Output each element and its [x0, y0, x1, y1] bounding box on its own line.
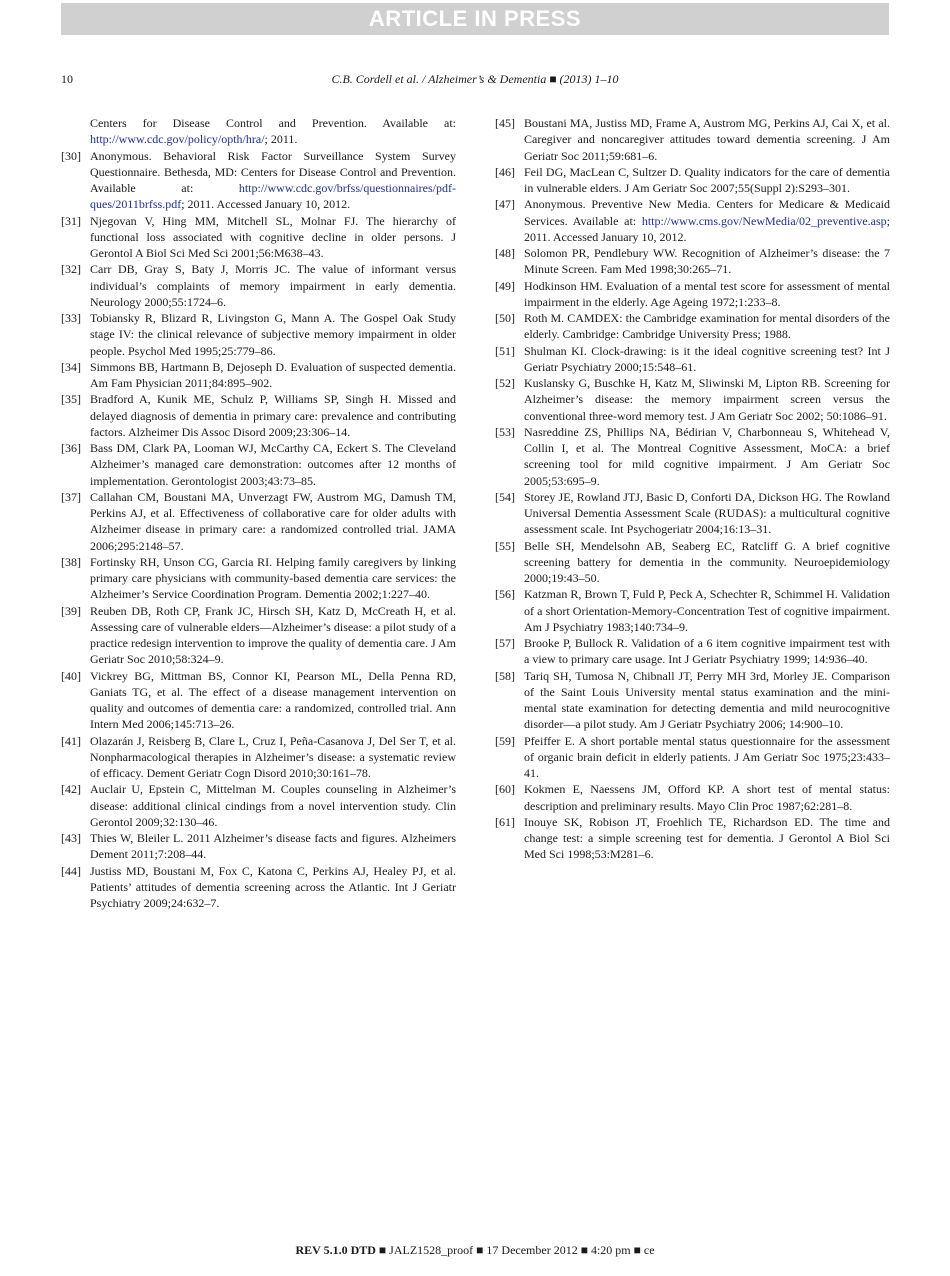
reference-item	[495, 375, 890, 424]
reference-link[interactable]: http://www.cdc.gov/policy/opth/hra/	[90, 132, 265, 147]
reference-item	[495, 668, 890, 733]
reference-text: Kuslansky G, Buschke H, Katz M, Sliwinski M, Lipton RB. Screening for Alzheimer’s disease: the memory impairment screen versus the conventional three-word memory test. J Am Geriatr Soc 2002; 50:1086–91.	[524, 376, 890, 423]
reference-number: [30]	[61, 148, 81, 163]
reference-text: Reuben DB, Roth CP, Frank JC, Hirsch SH, Katz D, McCreath H, et al. Assessing care of vulnerable elders—Alzheimer’s disease: a pilot study of a practice redesign intervention to improve the quality of dementia care. J Am Geriatr Soc 2010;58:324–9.	[90, 603, 456, 667]
reference-number: [36]	[61, 441, 81, 455]
reference-item	[495, 310, 890, 343]
reference-text: Katzman R, Brown T, Fuld P, Peck A, Schechter R, Schimmel H. Validation of a short Orientation-Memory-Concentration Test of cognitive impairment. Am J Psychiatry 1983;140:734–9.	[524, 587, 890, 634]
reference-text: Tobiansky R, Blizard R, Livingston G, Mann A. The Gospel Oak Study stage IV: the clinical relevance of subjective memory impairment in older people. Psychol Med 1995;25:779–86.	[90, 311, 456, 358]
reference-item	[61, 603, 456, 668]
reference-number: [59]	[495, 733, 515, 748]
page-number: 10	[61, 72, 73, 86]
references-right-column	[495, 115, 890, 863]
reference-text: Auclair U, Epstein C, Mittelman M. Couples counseling in Alzheimer’s disease: additional clinical cindings from a novel intervention study. Clin Gerontol 2009;32:130–46.	[90, 782, 456, 829]
reference-number: [52]	[495, 376, 515, 390]
reference-text: Belle SH, Mendelsohn AB, Seaberg EC, Ratcliff G. A brief cognitive screening battery for dementia in the community. Neuroepidemiology 2000;19:43–50.	[524, 538, 890, 585]
reference-text: Storey JE, Rowland JTJ, Basic D, Conforti DA, Dickson HG. The Rowland Universal Dementia Assessment Scale (RUDAS): a multicultural cognitive assessment scale. Int Psychogeriatr 2004;16:13–31.	[524, 489, 890, 537]
reference-number: [38]	[61, 554, 81, 569]
reference-number: [49]	[495, 278, 515, 293]
reference-item	[61, 148, 456, 213]
reference-text-after-link: ; 2011. Accessed January 10, 2012.	[524, 213, 890, 244]
reference-text-after-link: ; 2011. Accessed January 10, 2012.	[181, 197, 351, 212]
references-left-column	[61, 115, 456, 911]
reference-number: [58]	[495, 668, 515, 683]
proof-footer	[0, 1243, 950, 1258]
reference-number: [40]	[61, 668, 81, 683]
reference-item	[495, 733, 890, 782]
reference-number: [33]	[61, 311, 81, 325]
reference-text: Feil DG, MacLean C, Sultzer D. Quality indicators for the care of dementia in vulnerable elders. J Am Geriatr Soc 2007;55(Suppl 2):S293–301.	[524, 164, 890, 195]
reference-text: Brooke P, Bullock R. Validation of a 6 item cognitive impairment test with a view to primary care usage. Int J Geriatr Psychiatry 1999; 14:936–40.	[524, 636, 890, 667]
reference-text: Bass DM, Clark PA, Looman WJ, McCarthy CA, Eckert S. The Cleveland Alzheimer’s managed care demonstration: outcomes after 12 months of implementation. Gerontologist 2003;43:73–85.	[90, 441, 456, 488]
reference-text: Bradford A, Kunik ME, Schulz P, Williams SP, Singh H. Missed and delayed diagnosis of dementia in primary care: prevalence and contributing factors. Alzheimer Dis Assoc Disord 2009;23:306–14.	[90, 392, 456, 439]
reference-item	[495, 196, 890, 245]
reference-number: [53]	[495, 424, 515, 439]
reference-number: [51]	[495, 343, 515, 358]
reference-text: Anonymous. Behavioral Risk Factor Surveillance System Survey Questionnaire. Bethesda, MD: Centers for Disease Control and Prevention. Available at:	[90, 148, 456, 195]
reference-item	[495, 115, 890, 164]
reference-item	[495, 538, 890, 587]
reference-text-after-link: ; 2011.	[264, 132, 298, 147]
reference-text: Justiss MD, Boustani M, Fox C, Katona C, Perkins AJ, Healey PJ, et al. Patients’ attitudes of dementia screening across the Atlantic. Int J Geriatr Psychiatry 2009;24:632–7.	[90, 863, 456, 910]
reference-text: Fortinsky RH, Unson CG, Garcia RI. Helping family caregivers by linking primary care physicians with community-based dementia care services: the Alzheimer’s Service Coordination Program. Dementia 2002;1:227–40.	[90, 554, 456, 602]
reference-item	[495, 245, 890, 278]
reference-item	[61, 359, 456, 392]
reference-link[interactable]: http://www.cdc.gov/brfss/questionnaires/pdf-ques/2011brfss.pdf	[90, 181, 456, 212]
reference-number: [37]	[61, 489, 81, 504]
reference-number: [43]	[61, 831, 81, 845]
reference-item	[61, 391, 456, 440]
reference-item	[495, 814, 890, 863]
article-in-press-banner: ARTICLE IN PRESS	[61, 3, 889, 35]
reference-item	[61, 830, 456, 863]
reference-text: Carr DB, Gray S, Baty J, Morris JC. The value of informant versus individual’s complaints of memory impairment in early dementia. Neurology 2000;55:1724–6.	[90, 262, 456, 309]
reference-text: Shulman KI. Clock-drawing: is it the ideal cognitive screening test? Int J Geriatr Psychiatry 2000;15:548–61.	[524, 343, 890, 374]
reference-number: [50]	[495, 311, 515, 325]
reference-item	[61, 554, 456, 603]
reference-number: [35]	[61, 392, 81, 407]
reference-text: Tariq SH, Tumosa N, Chibnall JT, Perry MH 3rd, Morley JE. Comparison of the Saint Louis University mental status examination and the mini-mental state examination for detecting dementia and mild neurocognitive disorder—a pilot study. Am J Geriatr Psychiatry 2006; 14:900–10.	[524, 668, 890, 732]
reference-item	[61, 863, 456, 912]
reference-number: [47]	[495, 197, 515, 212]
reference-number: [61]	[495, 814, 515, 829]
footer-rev: REV 5.1.0 DTD	[295, 1243, 376, 1257]
reference-item	[61, 115, 456, 148]
reference-number: [57]	[495, 636, 515, 650]
reference-link[interactable]: http://www.cms.gov/NewMedia/02_preventive.asp	[641, 213, 887, 228]
reference-item	[61, 213, 456, 262]
reference-text: Boustani MA, Justiss MD, Frame A, Austrom MG, Perkins AJ, Cai X, et al. Caregiver and noncaregiver attitudes toward dementia screening. J Am Geriatr Soc 2011;59:681–6.	[524, 116, 890, 163]
reference-number: [55]	[495, 538, 515, 553]
reference-number: [45]	[495, 116, 515, 130]
reference-text: Kokmen E, Naessens JM, Offord KP. A short test of mental status: description and preliminary results. Mayo Clin Proc 1987;62:281–8.	[524, 782, 890, 813]
reference-number: [41]	[61, 733, 81, 748]
reference-item	[495, 781, 890, 814]
reference-item	[61, 489, 456, 554]
reference-text: Callahan CM, Boustani MA, Unverzagt FW, Austrom MG, Damush TM, Perkins AJ, et al. Effectiveness of collaborative care for older adults with Alzheimer disease in primary care: a randomized controlled trial. JAMA 2006;295:2148–57.	[90, 489, 456, 553]
reference-number: [31]	[61, 213, 81, 228]
reference-number: [48]	[495, 246, 515, 260]
reference-number: [60]	[495, 782, 515, 797]
reference-text: Pfeiffer E. A short portable mental status questionnaire for the assessment of organic brain deficit in elderly patients. J Am Geriatr Soc 1975;23:433–41.	[524, 733, 890, 780]
reference-number: [39]	[61, 603, 81, 618]
reference-text: Vickrey BG, Mittman BS, Connor KI, Pearson ML, Della Penna RD, Ganiats TG, et al. The effect of a disease management intervention on quality and outcomes of dementia care: a randomized, controlled trial. Ann Intern Med 2006;145:713–26.	[90, 668, 456, 732]
reference-text: Thies W, Bleiler L. 2011 Alzheimer’s disease facts and figures. Alzheimers Dement 2011;7:208–44.	[90, 831, 456, 862]
reference-text: Anonymous. Preventive New Media. Centers for Medicare & Medicaid Services. Available at:	[524, 197, 890, 228]
reference-text: Inouye SK, Robison JT, Froehlich TE, Richardson ED. The time and change test: a simple screening test for dementia. J Gerontol A Biol Sci Med Sci 1998;53:M281–6.	[524, 814, 890, 862]
reference-item	[61, 310, 456, 359]
reference-number: [44]	[61, 863, 81, 878]
reference-item	[495, 278, 890, 311]
reference-text: Simmons BB, Hartmann B, Dejoseph D. Evaluation of suspected dementia. Am Fam Physician 2011;84:895–902.	[90, 359, 456, 390]
reference-number: [42]	[61, 782, 81, 797]
reference-text: Centers for Disease Control and Prevention. Available at:	[90, 116, 456, 130]
reference-item	[61, 781, 456, 830]
reference-number: [56]	[495, 587, 515, 602]
reference-item	[61, 668, 456, 733]
reference-item	[495, 343, 890, 376]
reference-text: Nasreddine ZS, Phillips NA, Bédirian V, Charbonneau S, Whitehead V, Collin I, et al. The Montreal Cognitive Assessment, MoCA: a brief screening tool for mild cognitive impairment. J Am Geriatr Soc 2005;53:695–9.	[524, 424, 890, 488]
running-head: C.B. Cordell et al. / Alzheimer’s & Dementia ■ (2013) 1–10	[331, 72, 619, 86]
reference-text: Solomon PR, Pendlebury WW. Recognition of Alzheimer’s disease: the 7 Minute Screen. Fam Med 1998;30:265–71.	[524, 246, 890, 277]
reference-text: Roth M. CAMDEX: the Cambridge examination for mental disorders of the elderly. Cambridge: Cambridge University Press; 1988.	[524, 311, 890, 342]
reference-text: Olazarán J, Reisberg B, Clare L, Cruz I, Peña-Casanova J, Del Ser T, et al. Nonpharmacological therapies in Alzheimer’s disease: a systematic review of efficacy. Dement Geriatr Cogn Disord 2010;30:161–78.	[90, 733, 456, 780]
footer-proof-info: ■ JALZ1528_proof ■ 17 December 2012 ■ 4:20 pm ■ ce	[378, 1243, 655, 1257]
reference-item	[61, 440, 456, 489]
reference-item	[495, 164, 890, 197]
reference-number: [34]	[61, 359, 81, 374]
reference-number: [46]	[495, 164, 515, 179]
reference-number: [54]	[495, 489, 515, 504]
reference-item	[495, 635, 890, 668]
reference-item	[495, 489, 890, 538]
reference-item	[495, 424, 890, 489]
reference-item	[61, 733, 456, 782]
reference-item	[495, 586, 890, 635]
reference-item	[61, 261, 456, 310]
reference-text: Hodkinson HM. Evaluation of a mental test score for assessment of mental impairment in the elderly. Age Ageing 1972;1:233–8.	[524, 278, 890, 309]
reference-number: [32]	[61, 262, 81, 277]
reference-text: Njegovan V, Hing MM, Mitchell SL, Molnar FJ. The hierarchy of functional loss associated with cognitive decline in older persons. J Gerontol A Biol Sci Med Sci 2001;56:M638–43.	[90, 213, 456, 260]
